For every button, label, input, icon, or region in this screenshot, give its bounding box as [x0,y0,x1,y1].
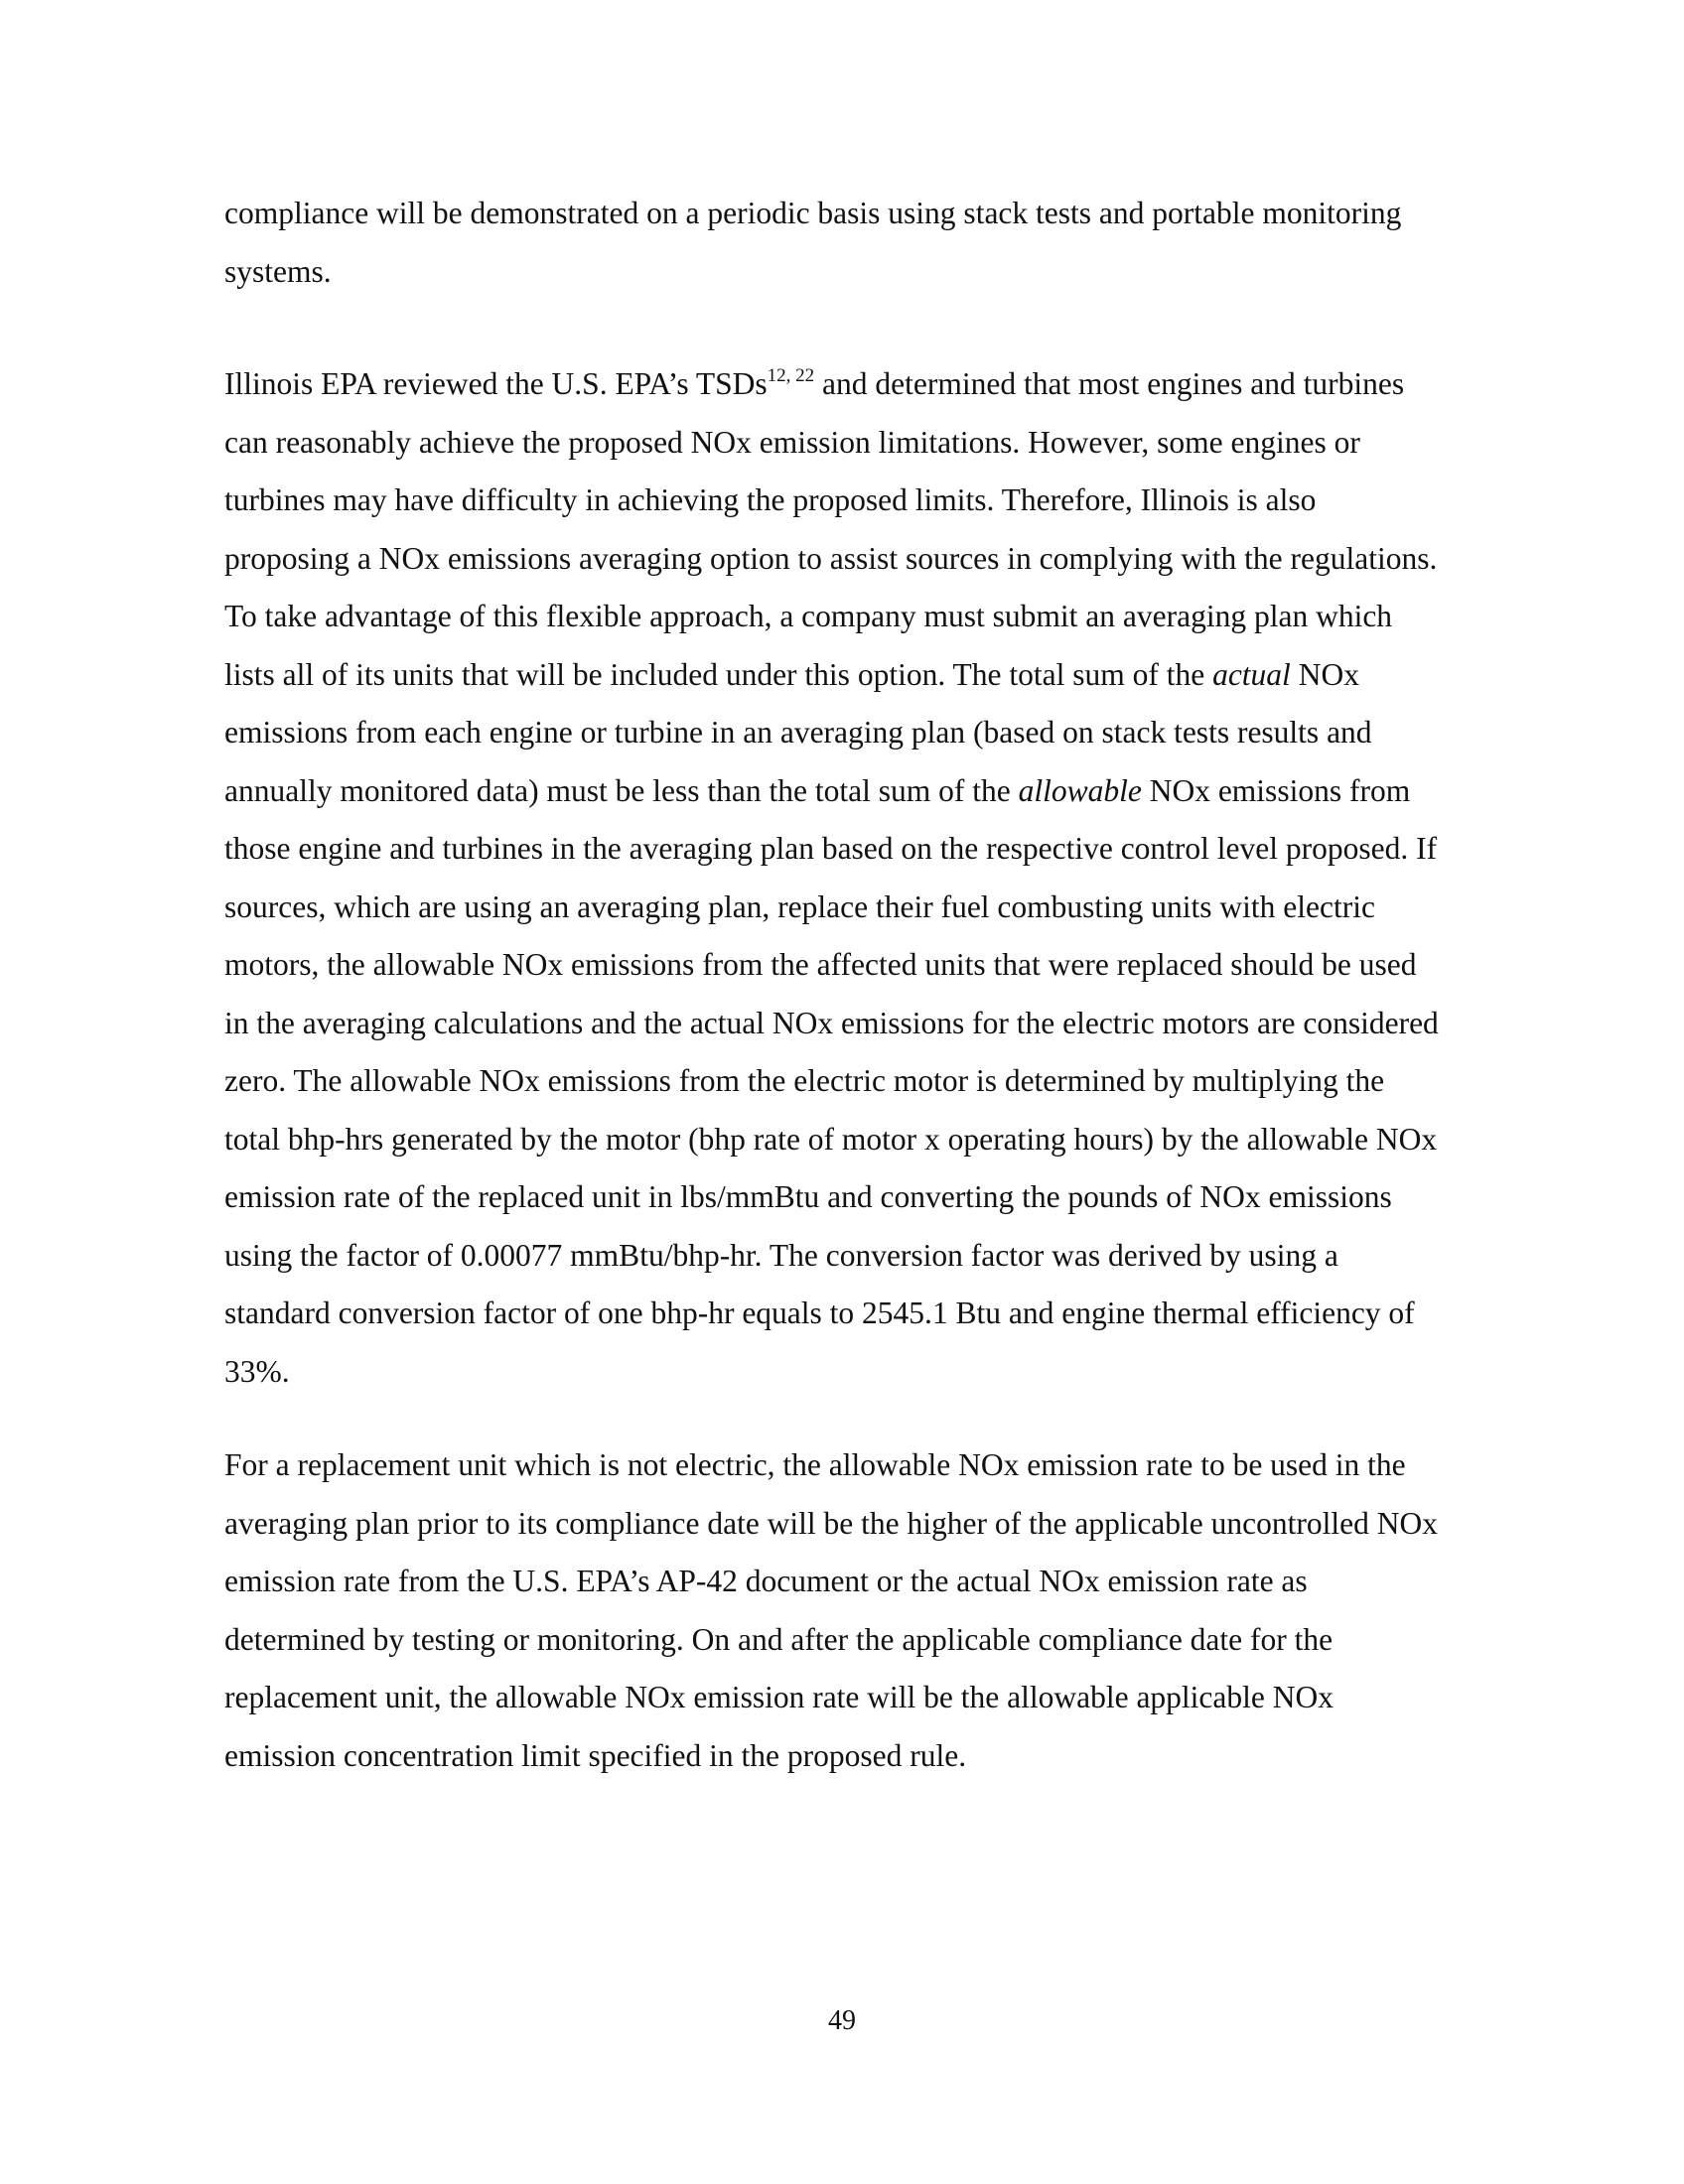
text-line: To take advantage of this flexible approach, a company must submit an averaging plan which [224,599,1393,633]
text-line: replacement unit, the allowable NOx emission rate will be the allowable applicable NOx [224,1680,1334,1714]
text-line [224,762,1515,821]
text-segment: NOx [1290,656,1359,692]
text-line [224,646,1515,705]
text-line: proposing a NOx emissions averaging option to assist sources in complying with the regulations. [224,540,1438,576]
text-line: turbines may have difficulty in achieving the proposed limits. Therefore, Illinois is also [224,482,1317,517]
text-line: For a replacement unit which is not electric, the allowable NOx emission rate to be used in the [224,1447,1406,1482]
text-line: in the averaging calculations and the actual NOx emissions for the electric motors are considered [224,1005,1439,1040]
text-line: emission concentration limit specified in the proposed rule. [224,1737,967,1773]
text-line: motors, the allowable NOx emissions from the affected units that were replaced should be used [224,947,1417,982]
text-line: systems. [224,253,332,289]
text-segment: NOx emissions from [1141,772,1411,808]
text-line: total bhp-hrs generated by the motor (bhp rate of motor x operating hours) by the allowable NOx [224,1121,1438,1157]
text-line: compliance will be demonstrated on a periodic basis using stack tests and portable monitoring [224,196,1402,230]
text-line: emission rate of the replaced unit in lbs/mmBtu and converting the pounds of NOx emissions [224,1179,1392,1214]
citation-superscript: 12, 22 [767,365,815,386]
text-line [224,355,1515,414]
text-line: standard conversion factor of one bhp-hr equals to 2545.1 Btu and engine thermal efficiency of [224,1296,1415,1330]
text-segment: annually monitored data) must be less than the total sum of the [224,772,1019,808]
text-line: emissions from each engine or turbine in an averaging plan (based on stack tests results and [224,715,1372,750]
page-number: 49 [828,2005,856,2036]
text-line: sources, which are using an averaging plan, replace their fuel combusting units with electric [224,888,1375,924]
paragraph-averaging-option [224,355,1515,1401]
italic-emphasis: actual [1212,656,1291,692]
text-line: those engine and turbines in the averaging plan based on the respective control level proposed. If [224,831,1438,866]
text-line: averaging plan prior to its compliance date will be the higher of the applicable uncontrolled NOx [224,1505,1438,1541]
text-line: can reasonably achieve the proposed NOx emission limitations. However, some engines or [224,424,1360,460]
paragraph-replacement-unit [224,1436,1515,1785]
text-line: zero. The allowable NOx emissions from the electric motor is determined by multiplying the [224,1063,1385,1098]
text-line: 33%. [224,1353,290,1389]
text-line: emission rate from the U.S. EPA’s AP-42 document or the actual NOx emission rate as [224,1564,1308,1598]
italic-emphasis: allowable [1018,772,1142,808]
paragraph-continuation [224,185,1515,301]
text-segment: and determined that most engines and turbines [814,366,1405,401]
text-line: determined by testing or monitoring. On and after the applicable compliance date for the [224,1621,1333,1657]
text-line: using the factor of 0.00077 mmBtu/bhp-hr. The conversion factor was derived by using a [224,1237,1338,1273]
text-segment: lists all of its units that will be included under this option. The total sum of the [224,656,1213,692]
text-segment: Illinois EPA reviewed the U.S. EPA’s TSDs [224,366,768,401]
